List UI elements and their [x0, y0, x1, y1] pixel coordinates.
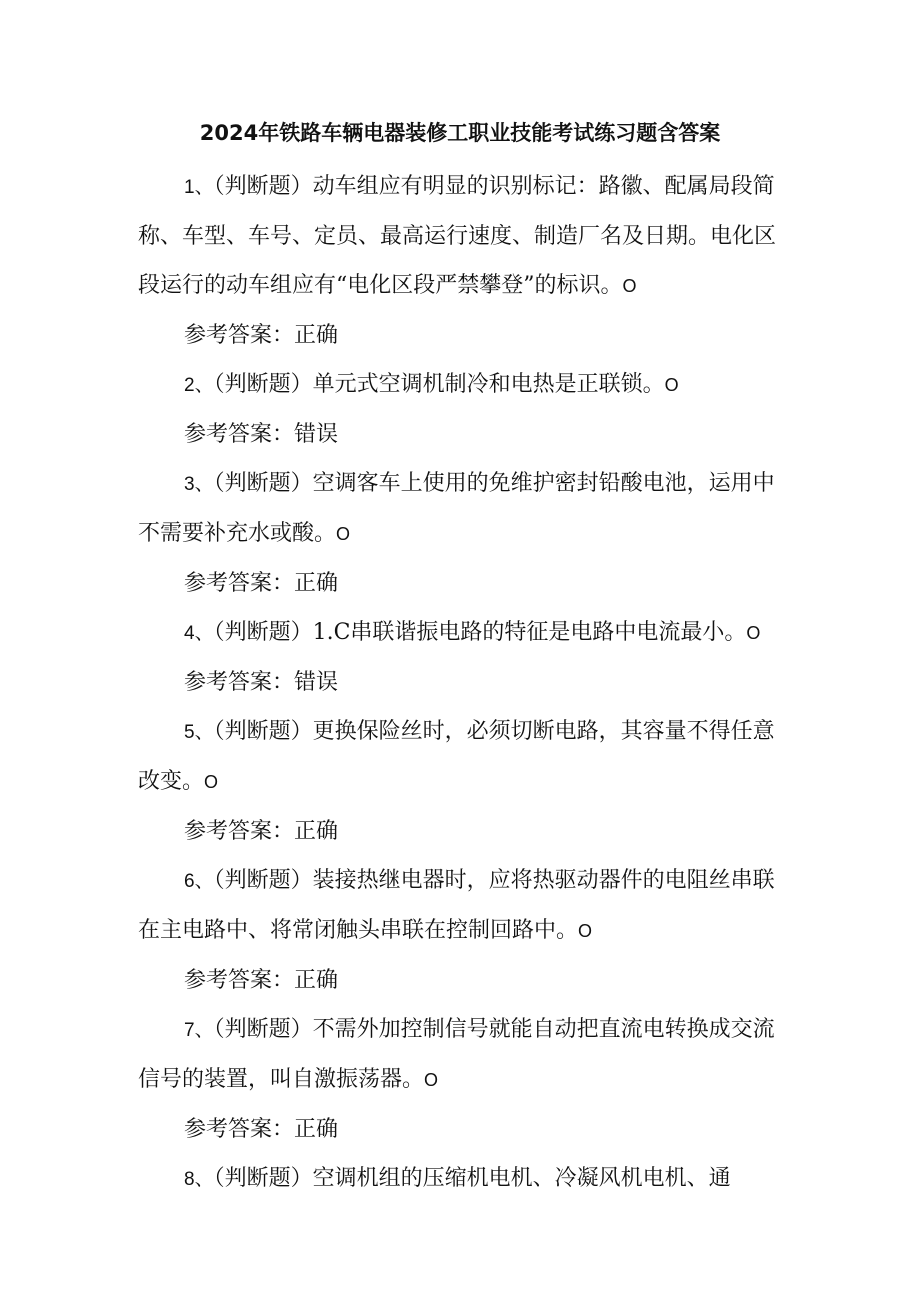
question-text: （判断题）1.C串联谐振电路的特征是电路中电流最小。	[213, 620, 747, 645]
question-text: （判断题）空调机组的压缩机电机、冷凝风机电机、通	[213, 1166, 731, 1191]
question-item	[138, 162, 786, 311]
answer-label: 参考答案：	[184, 819, 295, 844]
question-item	[138, 1154, 786, 1204]
question-number: 8、	[184, 1169, 214, 1190]
question-number: 1、	[184, 177, 214, 198]
answer-label: 参考答案：	[184, 422, 295, 447]
answer-value: 正确	[294, 571, 339, 596]
answer-line	[138, 559, 786, 608]
answer-value: 正确	[294, 1117, 339, 1142]
answer-line	[138, 956, 786, 1005]
answer-line	[138, 1105, 786, 1154]
question-item	[138, 856, 786, 956]
question-mark: O	[424, 1070, 439, 1090]
answer-line	[138, 311, 786, 360]
question-item	[138, 707, 786, 807]
question-item	[138, 608, 786, 658]
question-mark: O	[664, 375, 679, 395]
question-number: 2、	[184, 375, 214, 396]
question-mark: O	[336, 524, 351, 544]
answer-label: 参考答案：	[184, 968, 295, 993]
question-list	[138, 162, 786, 1204]
question-text: （判断题）更换保险丝时，必须切断电路，其容量不得任意改变。	[138, 719, 775, 794]
answer-label: 参考答案：	[184, 571, 295, 596]
answer-value: 错误	[294, 422, 339, 447]
question-item	[138, 360, 786, 410]
answer-line	[138, 807, 786, 856]
answer-line	[138, 410, 786, 459]
question-text: （判断题）空调客车上使用的免维护密封铅酸电池，运用中不需要补充水或酸。	[138, 471, 775, 546]
question-number: 7、	[184, 1020, 214, 1041]
question-text: （判断题）动车组应有明显的识别标记：路徽、配属局段简称、车型、车号、定员、最高运行速度、制造厂名及日期。电化区段运行的动车组应有“电化区段严禁攀登”的标识。	[138, 174, 777, 298]
question-item	[138, 459, 786, 559]
answer-value: 正确	[294, 968, 339, 993]
answer-line	[138, 658, 786, 707]
question-mark: O	[578, 921, 593, 941]
question-text: （判断题）装接热继电器时，应将热驱动器件的电阻丝串联在主电路中、将常闭触头串联在控制回路中。	[138, 868, 775, 943]
question-mark: O	[622, 276, 637, 296]
question-item	[138, 1005, 786, 1105]
answer-value: 正确	[294, 819, 339, 844]
question-text: （判断题）不需外加控制信号就能自动把直流电转换成交流信号的装置，叫自激振荡器。	[138, 1017, 775, 1092]
question-mark: O	[746, 623, 761, 643]
answer-label: 参考答案：	[184, 1117, 295, 1142]
answer-label: 参考答案：	[184, 323, 295, 348]
answer-value: 正确	[294, 323, 339, 348]
question-number: 4、	[184, 623, 214, 644]
question-text: （判断题）单元式空调机制冷和电热是正联锁。	[213, 372, 665, 397]
answer-label: 参考答案：	[184, 670, 295, 695]
question-mark: O	[204, 772, 219, 792]
question-number: 5、	[184, 722, 214, 743]
answer-value: 错误	[294, 670, 339, 695]
question-number: 6、	[184, 871, 214, 892]
document-title: 2024年铁路车辆电器装修工职业技能考试练习题含答案	[199, 121, 721, 145]
question-number: 3、	[184, 474, 214, 495]
